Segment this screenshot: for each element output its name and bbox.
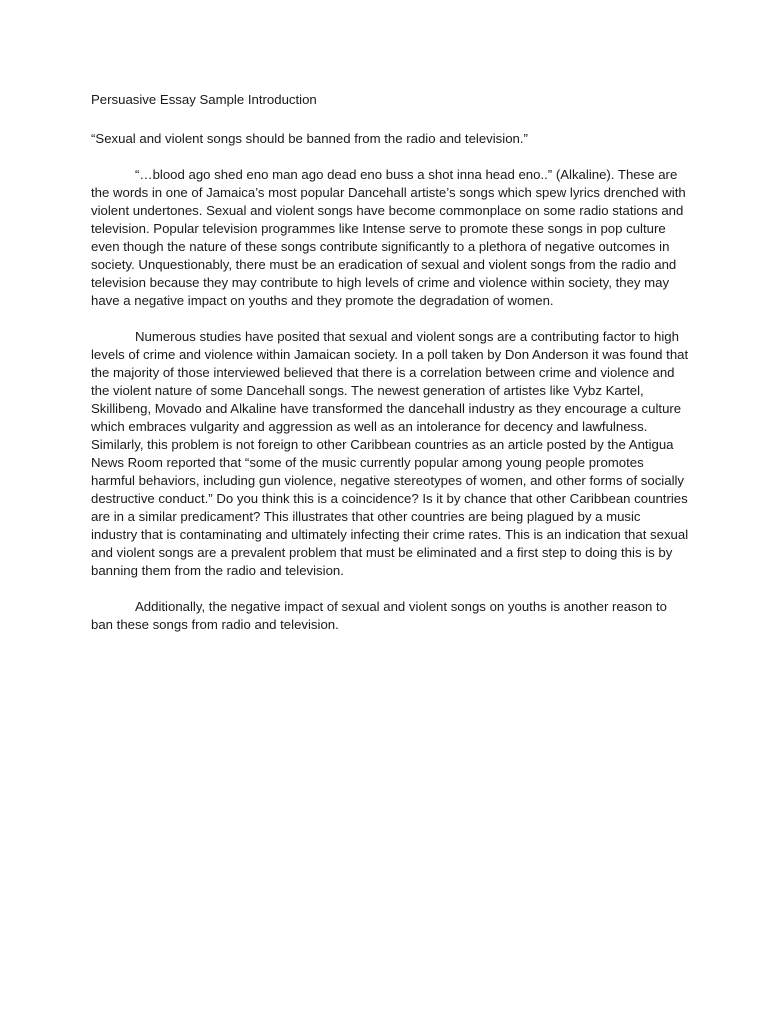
document-title: Persuasive Essay Sample Introduction — [91, 92, 317, 107]
paragraph-youths: Additionally, the negative impact of sexual and violent songs on youths is another reason to ban these songs from radio and television. — [91, 599, 667, 632]
document-body — [91, 91, 689, 634]
paragraph-introduction: “…blood ago shed eno man ago dead eno buss a shot inna head eno..” (Alkaline). These are the words in one of Jamaica’s most popular Dancehall artiste’s songs which spew lyrics drenched with violent undertones. Sexual and violent songs have become commonplace on some radio stations and television. Popular television programmes like Intense serve to promote these songs in pop culture even though the nature of these songs contribute significantly to a plethora of negative outcomes in society. Unquestionably, there must be an eradication of sexual and violent songs from the radio and television because they may contribute to high levels of crime and violence within society, they may have a negative impact on youths and they promote the degradation of women. — [91, 167, 686, 308]
thesis-statement: “Sexual and violent songs should be banned from the radio and television.” — [91, 131, 528, 146]
paragraph-crime-violence: Numerous studies have posited that sexual and violent songs are a contributing factor to high levels of crime and violence within Jamaican society. In a poll taken by Don Anderson it was found that the majority of those interviewed believed that there is a correlation between crime and violence and the violent nature of some Dancehall songs. The newest generation of artistes like Vybz Kartel, Skillibeng, Movado and Alkaline have transformed the dancehall industry as they encourage a culture which embraces vulgarity and aggression as well as an intolerance for decency and lawfulness. Similarly, this problem is not foreign to other Caribbean countries as an article posted by the Antigua News Room reported that “some of the music currently popular among young people promotes harmful behaviors, including gun violence, negative stereotypes of women, and other forms of socially destructive conduct.” Do you think this is a coincidence? Is it by chance that other Caribbean countries are in a similar predicament? This illustrates that other countries are being plagued by a music industry that is contaminating and ultimately infecting their crime rates. This is an indication that sexual and violent songs are a prevalent problem that must be eliminated and a first step to doing this is by banning them from the radio and television. — [91, 329, 689, 578]
